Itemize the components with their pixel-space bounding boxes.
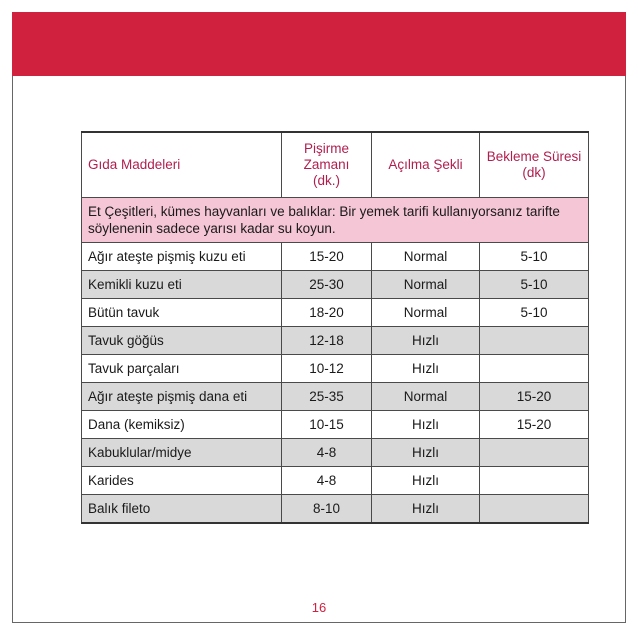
food-cell: Dana (kemiksiz): [82, 411, 282, 439]
food-cell: Kemikli kuzu eti: [82, 271, 282, 299]
cooking-time-table: [81, 131, 589, 524]
table-header-row: [82, 132, 589, 198]
method-cell: Hızlı: [372, 439, 480, 467]
header-cooking-time-label: Pişirme Zamanı (dk.): [303, 141, 350, 188]
wait-cell: 5-10: [480, 243, 589, 271]
header-waiting-time: [480, 132, 589, 198]
time-cell: 8-10: [282, 495, 372, 524]
method-cell: Hızlı: [372, 327, 480, 355]
page-number: 16: [311, 600, 327, 615]
time-cell: 12-18: [282, 327, 372, 355]
header-waiting-time-label: Bekleme Süresi (dk): [486, 149, 582, 180]
wait-cell: [480, 327, 589, 355]
time-cell: 25-30: [282, 271, 372, 299]
header-opening-method: Açılma Şekli: [372, 132, 480, 198]
food-cell: Ağır ateşte pişmiş kuzu eti: [82, 243, 282, 271]
food-cell: Bütün tavuk: [82, 299, 282, 327]
food-cell: Tavuk parçaları: [82, 355, 282, 383]
wait-cell: 15-20: [480, 383, 589, 411]
food-cell: Tavuk göğüs: [82, 327, 282, 355]
food-cell: Ağır ateşte pişmiş dana eti: [82, 383, 282, 411]
wait-cell: [480, 495, 589, 524]
time-cell: 10-12: [282, 355, 372, 383]
wait-cell: [480, 439, 589, 467]
method-cell: Normal: [372, 271, 480, 299]
time-cell: 18-20: [282, 299, 372, 327]
table-row: [82, 467, 589, 495]
note-row: [82, 198, 589, 243]
wait-cell: [480, 467, 589, 495]
food-cell: Balık fileto: [82, 495, 282, 524]
food-cell: Karides: [82, 467, 282, 495]
note-text: Et Çeşitleri, kümes hayvanları ve balıklar: Bir yemek tarifi kullanıyorsanız tarifte söylenenin sadece yarısı kadar su koyun.: [82, 198, 589, 243]
table-row: [82, 271, 589, 299]
method-cell: Normal: [372, 299, 480, 327]
time-cell: 25-35: [282, 383, 372, 411]
table-row: [82, 439, 589, 467]
header-cooking-time: [282, 132, 372, 198]
method-cell: Hızlı: [372, 355, 480, 383]
wait-cell: 5-10: [480, 271, 589, 299]
table-row: [82, 355, 589, 383]
food-cell: Kabuklular/midye: [82, 439, 282, 467]
time-cell: 4-8: [282, 439, 372, 467]
header-food-items: Gıda Maddeleri: [82, 132, 282, 198]
table-row: [82, 327, 589, 355]
method-cell: Normal: [372, 243, 480, 271]
method-cell: Hızlı: [372, 467, 480, 495]
table-row: [82, 299, 589, 327]
method-cell: Hızlı: [372, 495, 480, 524]
table-row: [82, 411, 589, 439]
time-cell: 4-8: [282, 467, 372, 495]
method-cell: Hızlı: [372, 411, 480, 439]
time-cell: 15-20: [282, 243, 372, 271]
header-band: [12, 12, 626, 76]
table-row: [82, 243, 589, 271]
method-cell: Normal: [372, 383, 480, 411]
table-row: [82, 383, 589, 411]
time-cell: 10-15: [282, 411, 372, 439]
wait-cell: 15-20: [480, 411, 589, 439]
table-row: [82, 495, 589, 524]
wait-cell: 5-10: [480, 299, 589, 327]
wait-cell: [480, 355, 589, 383]
